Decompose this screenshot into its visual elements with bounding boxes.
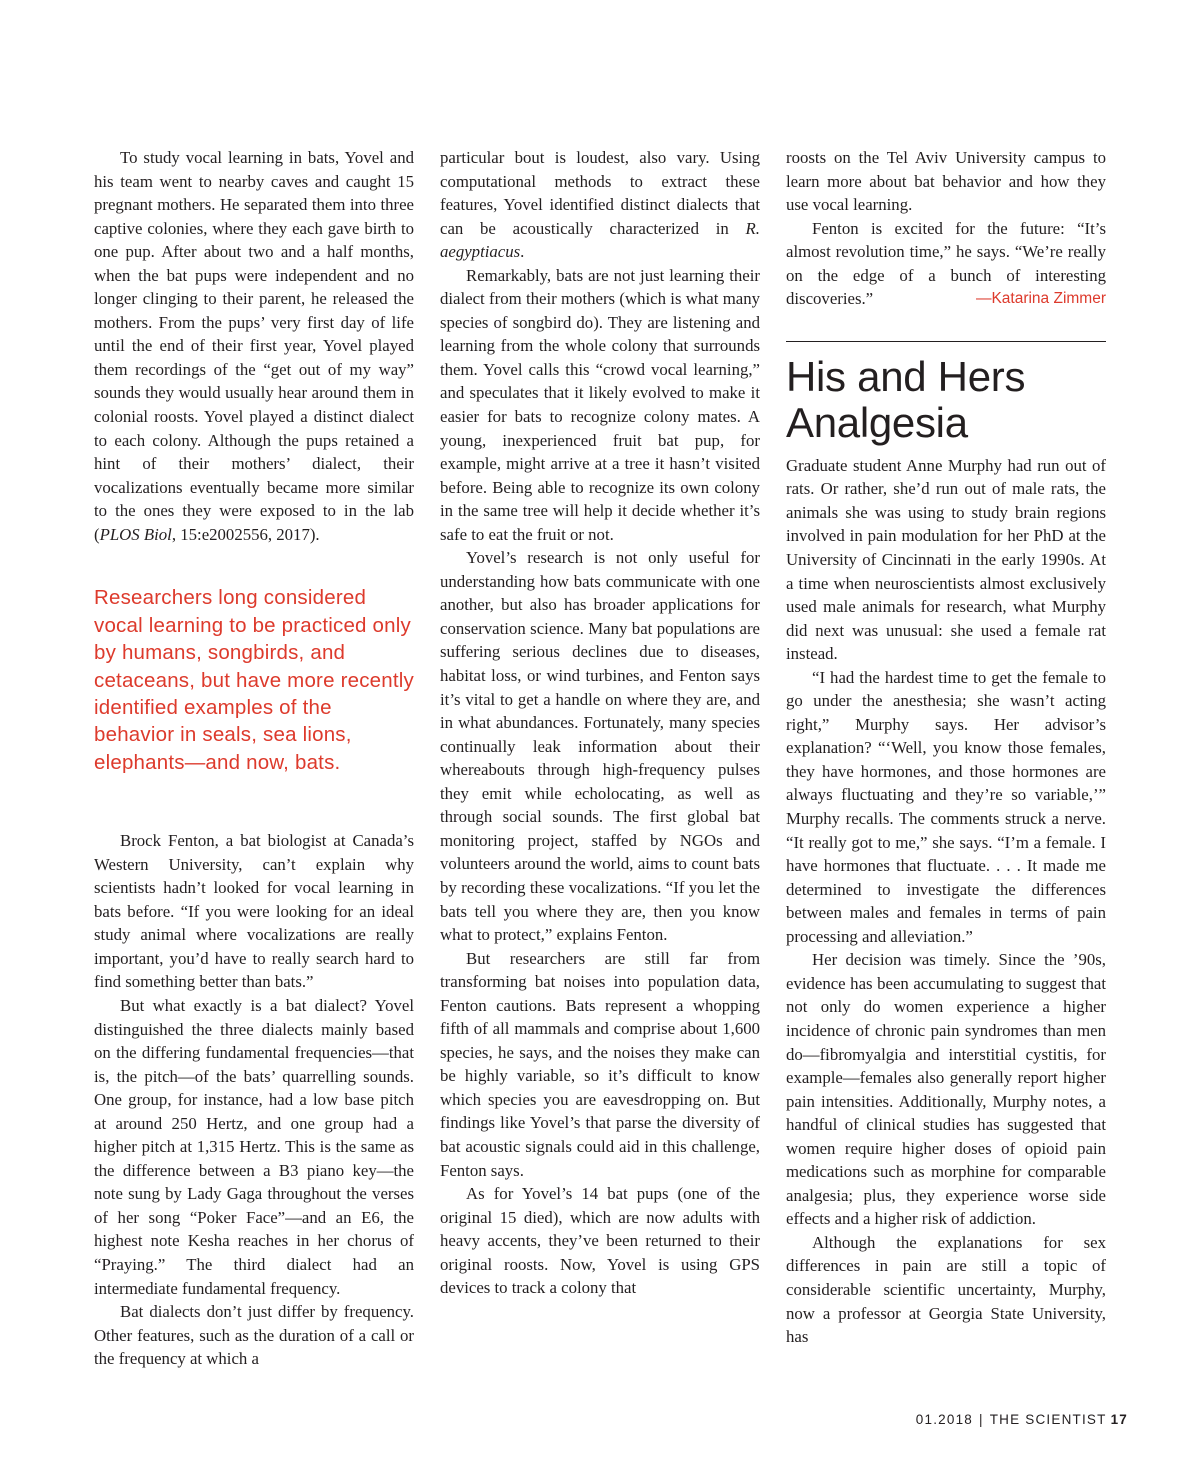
journal-citation: PLOS Biol	[99, 524, 172, 544]
pull-quote: Researchers long considered vocal learning to be practiced only by humans, songbirds, and cetaceans, but have more recently identified examples of the behavior in seals, sea lions, elephants—and now, bats.	[94, 586, 414, 774]
body-paragraph: Fenton is excited for the future: “It’s almost revolution time,” he says. “We’re really on the edge of a bunch of interesting discoveries.” —Katarina Zimmer	[786, 217, 1106, 311]
body-paragraph: But what exactly is a bat dialect? Yovel distinguished the three dialects mainly based on the differing fundamental frequencies—that is, the pitch—of the bats’ quarrelling sounds. One group, for instance, had a low base pitch at around 250 Hertz, and one group had a higher pitch at 1,315 Hertz. This is the same as the difference between a B3 piano key—the note sung by Lady Gaga throughout the verses of her song “Poker Face”—and an E6, the highest note Kesha reaches in her chorus of “Praying.” The third dialect had an intermediate fundamental frequency.	[94, 995, 414, 1298]
body-paragraph: Remarkably, bats are not just learning their dialect from their mothers (which is what many species of songbird do). They are listening and learning from the whole colony that surrounds them. Yovel calls this “crowd vocal learning,” and speculates that it likely evolved to make it easier for bats to recognize colony mates. A young, inexperienced fruit bat pup, for example, might arrive at a tree it hasn’t visited before. Being able to recognize its own colony in the same tree will help it decide whether it’s safe to eat the fruit or not.	[440, 265, 760, 544]
body-paragraph: Although the explanations for sex differences in pain are still a topic of considerable scientific uncertainty, Murphy, now a professor at Georgia State University, has	[786, 1232, 1106, 1347]
body-paragraph: particular bout is loudest, also vary. Using computational methods to extract these features, Yovel identified distinct dialects that can be acoustically characterized in R. aegyptiacus.	[440, 148, 760, 262]
issue-date: 01.2018	[915, 1412, 973, 1427]
body-paragraph: roosts on the Tel Aviv University campus to learn more about bat behavior and how they use vocal learning.	[786, 148, 1106, 215]
footer-separator: |	[979, 1412, 984, 1427]
species-name: R. aegyptiacus	[440, 218, 760, 262]
body-paragraph: Her decision was timely. Since the ’90s, evidence has been accumulating to suggest that not only do women experience a higher incidence of chronic pain syndromes than men do—fibromyalgia and interstitial cystitis, for example—females also generally report higher pain intensities. Additionally, Murphy notes, a handful of clinical studies has suggested that women require higher doses of opioid pain medications such as morphine for comparable analgesia; plus, they experience worse side effects and a higher risk of addiction.	[786, 950, 1106, 1229]
column-3	[786, 146, 1106, 1349]
body-paragraph: Yovel’s research is not only useful for understanding how bats communicate with one another, but also has broader applications for conservation science. Many bat populations are suffering serious declines due to diseases, habitat loss, or wind turbines, and Fenton says it’s vital to get a handle on where they are, and in what abundances. Fortunately, many species continually leak information about their whereabouts through high-frequency pulses they emit while echolocating, as well as through social sounds. The first global bat monitoring project, staffed by NGOs and volunteers around the world, aims to count bats by recording these vocalizations. “If you let the bats tell you where they are, then you know what to protect,” explains Fenton.	[440, 548, 760, 945]
body-paragraph: Brock Fenton, a bat biologist at Canada’s Western University, can’t explain why scientists hadn’t looked for vocal learning in bats before. “If you were looking for an ideal study animal where vocalizations are really important, you’d have to really search hard to find something better than bats.”	[94, 831, 414, 992]
body-paragraph: But researchers are still far from transforming bat noises into population data, Fenton cautions. Bats represent a whopping fifth of all mammals and comprise about 1,600 species, he says, and the noises they make can be highly variable, so it’s difficult to know which species you are eavesdropping on. But findings like Yovel’s that parse the diversity of bat acoustic signals could aid in this challenge, Fenton says.	[440, 948, 760, 1180]
column-1	[94, 146, 414, 1371]
article-headline: His and Hers Analgesia	[786, 352, 1026, 446]
body-paragraph: Bat dialects don’t just differ by frequency. Other features, such as the duration of a call or the frequency at which a	[94, 1302, 414, 1369]
section-divider	[786, 341, 1106, 342]
page-number: 17	[1110, 1412, 1128, 1427]
magazine-name: THE SCIENTIST	[989, 1412, 1107, 1427]
author-signature: —Katarina Zimmer	[975, 290, 1106, 308]
body-paragraph: “I had the hardest time to get the female to go under the anesthesia; she wasn’t acting right,” Murphy says. Her advisor’s explanation? “‘Well, you know those females, they have hormones, and those hormones are always fluctuating and they’re so variable,’” Murphy recalls. The comments struck a nerve. “It really got to me,” she says. “I’m a female. I have hormones that fluctuate. . . . It made me determined to investigate the differences between males and females in terms of pain processing and alleviation.”	[786, 667, 1106, 946]
body-paragraph: As for Yovel’s 14 bat pups (one of the original 15 died), which are now adults with heavy accents, they’ve been returned to their original roosts. Now, Yovel is using GPS devices to track a colony that	[440, 1184, 760, 1298]
body-paragraph: Graduate student Anne Murphy had run out of rats. Or rather, she’d run out of male rats, the animals she was using to study brain regions involved in pain modulation for her PhD at the University of Cincinnati in the early 1990s. At a time when neuroscientists almost exclusively used male animals for research, what Murphy did next was unusual: she used a female rat instead.	[786, 455, 1106, 664]
column-2	[440, 146, 760, 1300]
page-footer	[916, 1412, 1128, 1427]
body-paragraph: To study vocal learning in bats, Yovel and his team went to nearby caves and caught 15 pregnant mothers. He separated them into three captive colonies, where they each gave birth to one pup. After about two and a half months, when the bat pups were independent and no longer clinging to their parent, he released the mothers. From the pups’ very first day of life until the end of their first year, Yovel played them recordings of the “get out of my way” sounds they would usually hear around them in colonial roosts. Yovel played a distinct dialect to each colony. Although the pups retained a hint of their mothers’ dialect, their vocalizations eventually became more similar to the ones they were exposed to in the lab (PLOS Biol, 15:e2002556, 2017).	[94, 148, 414, 544]
